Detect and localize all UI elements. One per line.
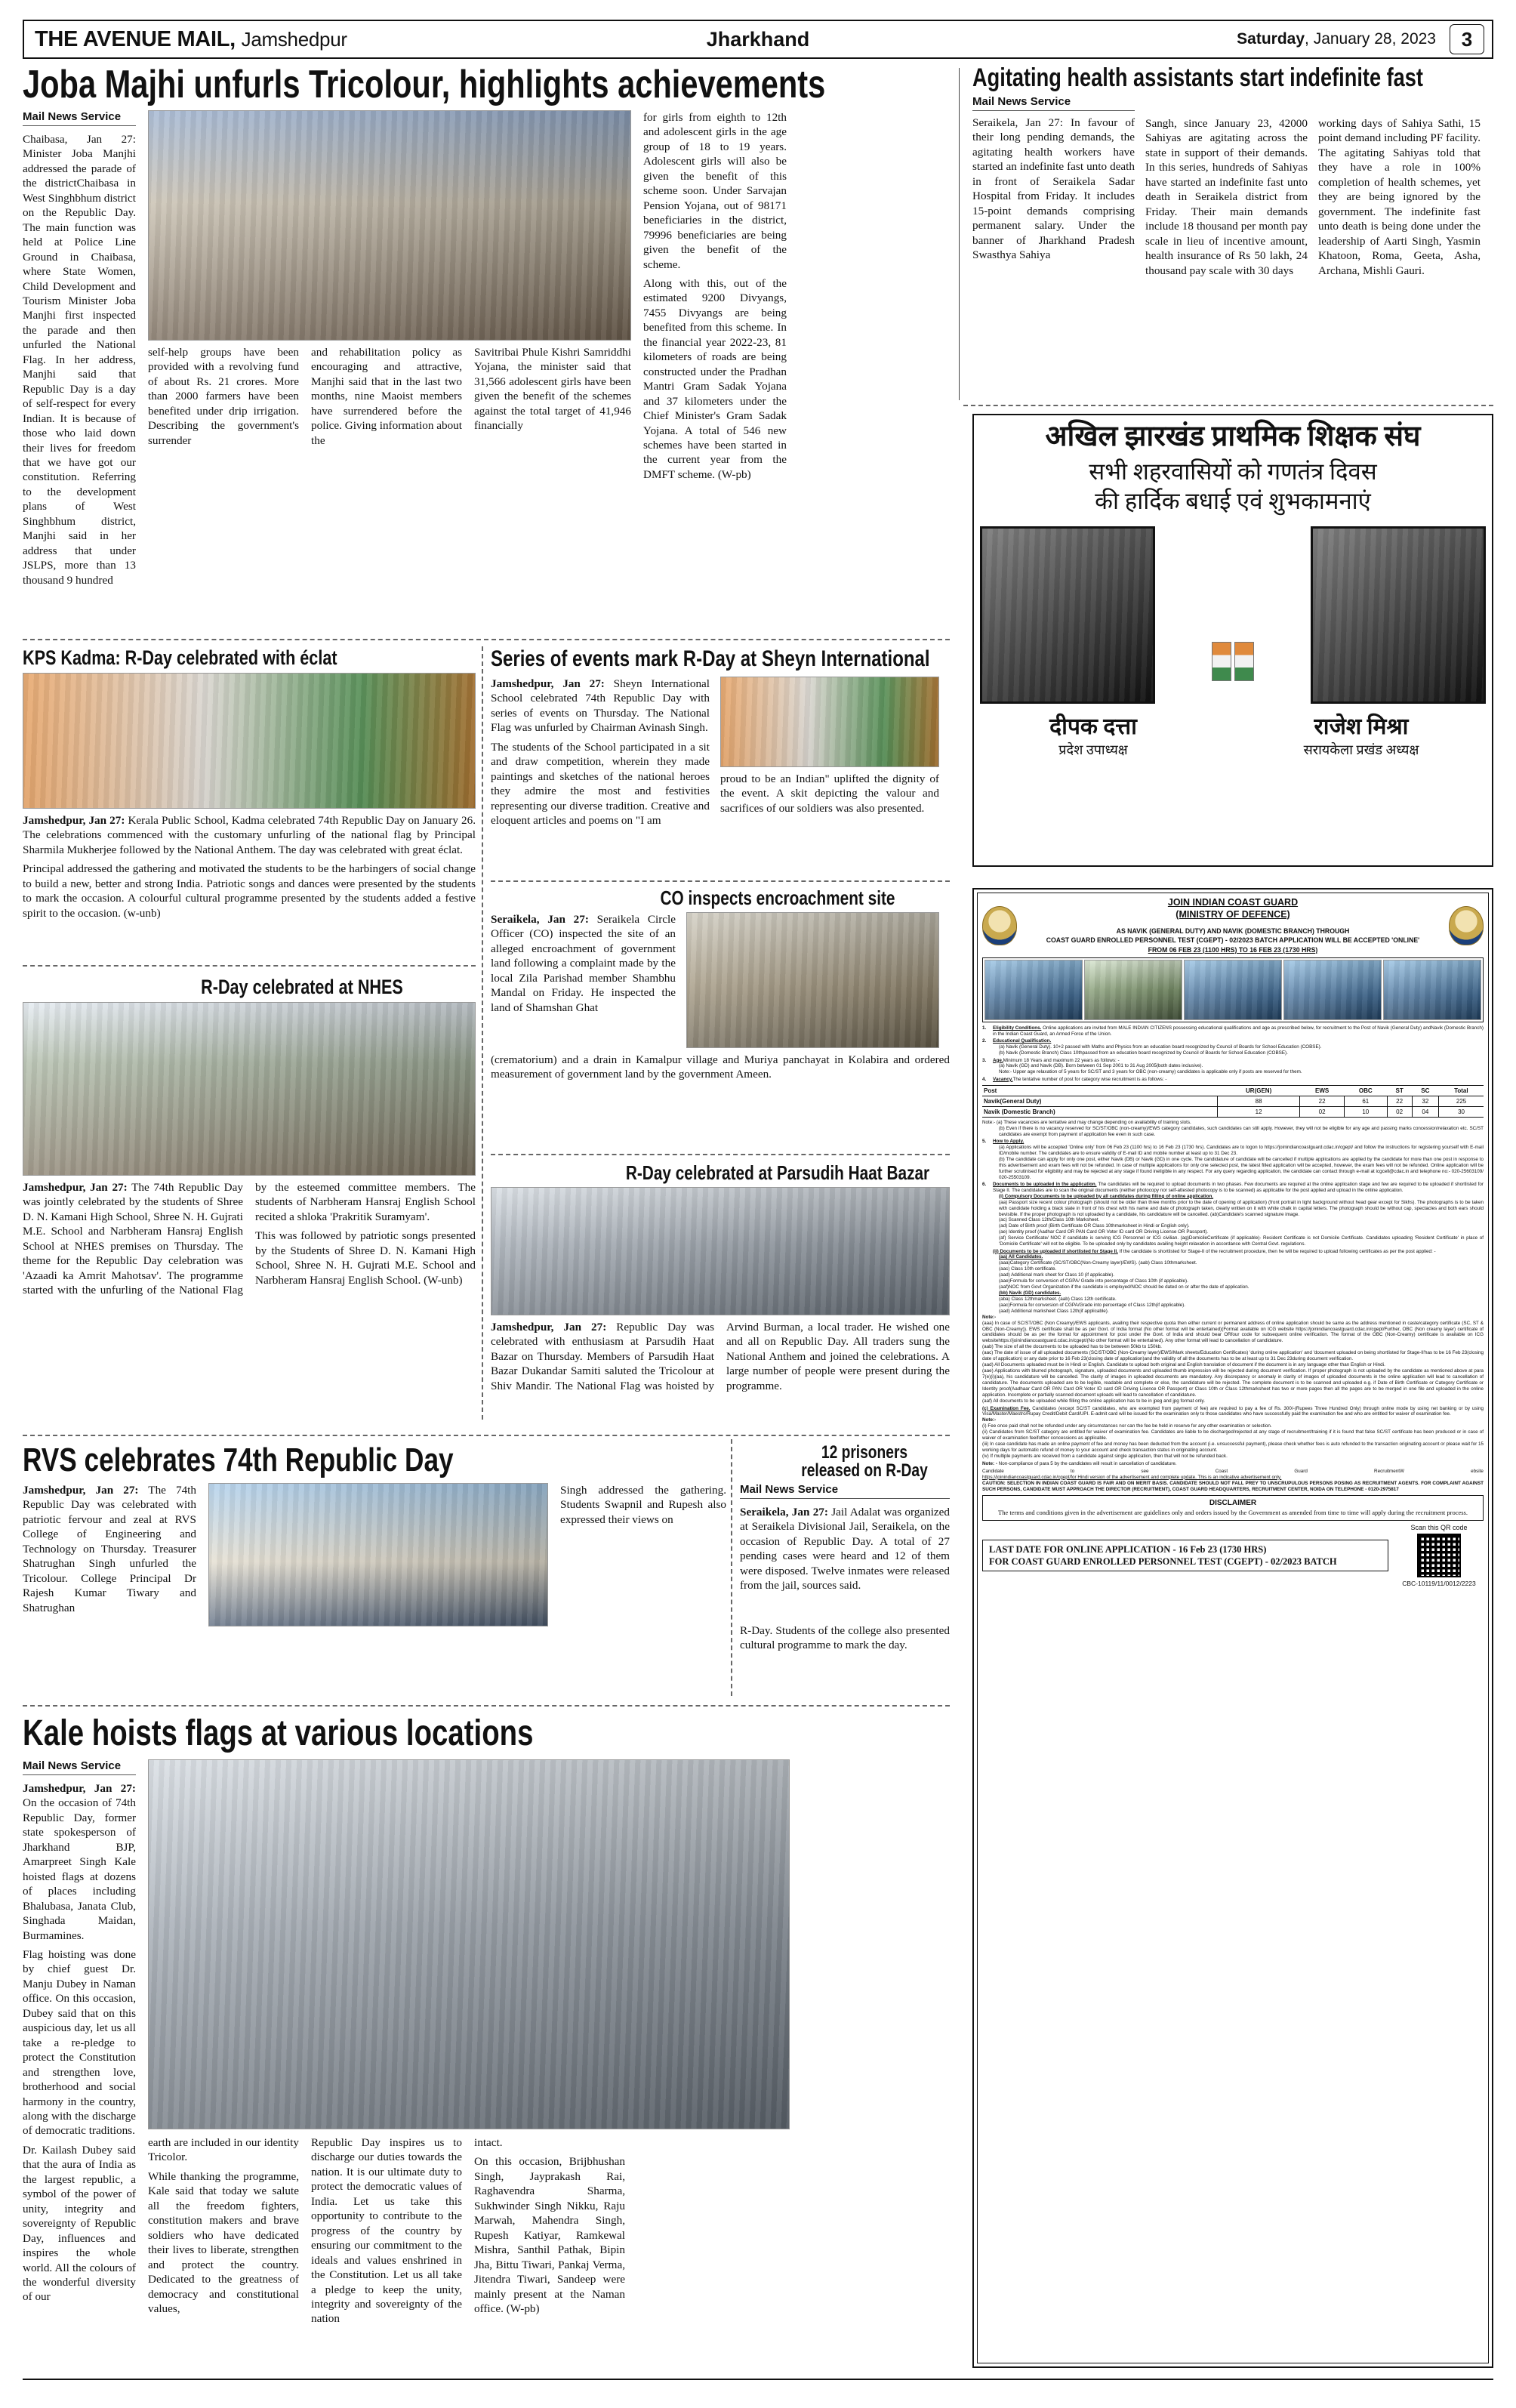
prisoners-byline-rule xyxy=(740,1498,950,1499)
parsudih-headline: R-Day celebrated at Parsudih Haat Bazar xyxy=(625,1161,930,1184)
co-body2: (crematorium) and a drain in Kamalpur village and Muriya panchayat in Kolabira and ordered measurement of government land by the government Ameen. xyxy=(491,1053,950,1081)
cg-s6-bb1: (aba) Class 12thmarksheet. (aab) Class 12th certificate. xyxy=(999,1296,1117,1302)
co-headline: CO inspects encroachment site xyxy=(660,886,895,909)
cg-item-3 xyxy=(982,1058,1484,1064)
article-sheyn-international xyxy=(491,648,950,874)
hindi-ad-person1-role: प्रदेश उपाध्यक्ष xyxy=(1058,742,1128,758)
hindi-ad-line3: की हार्दिक बधाई एवं शुभकामनाएं xyxy=(1095,487,1371,514)
table-row xyxy=(982,1106,1484,1117)
co-photo xyxy=(686,912,939,1048)
hindi-ad-frame xyxy=(972,414,1493,867)
cg-s6-bb: (bb) Navik (GD) candidates. xyxy=(999,1290,1062,1296)
cg-r0-c3: 61 xyxy=(1344,1096,1387,1106)
cg-last-line1: LAST DATE FOR ONLINE APPLICATION - 16 Feb 23 (1730 HRS) xyxy=(989,1543,1267,1555)
dashed-divider-6 xyxy=(23,1435,950,1436)
cg-s6-ae: (ae) Identity proof (Aadhar Card OR PAN Card OR Voter ID card OR Driving License OR Passport). xyxy=(999,1229,1209,1235)
page-bottom-rule xyxy=(23,2379,1493,2380)
kale-col2: earth are included in our identity Tricolor. xyxy=(148,2136,299,2164)
rvs-col1 xyxy=(23,1483,196,1626)
masthead-title xyxy=(35,27,347,52)
masthead-right xyxy=(1237,24,1484,54)
cg-s6-ac: (ac) Scanned Class 12th/Class 10th Marksheet. xyxy=(999,1217,1100,1223)
cg-th-4: ST xyxy=(1387,1085,1412,1096)
joba-col1b: self-help groups have been provided with a revolving fund of about Rs. 21 crores. More than 2000 farmers have been benefited under drip irrigation. Describing the government's surrender xyxy=(148,346,299,447)
coast-guard-emblem-icon-left xyxy=(982,906,1017,945)
cg-th-2: EWS xyxy=(1300,1085,1344,1096)
dashed-vertical-1 xyxy=(482,646,483,1420)
kps-photo xyxy=(23,673,476,809)
cg-item-6ii-text xyxy=(993,1249,1436,1255)
agit-byline-rule xyxy=(972,110,1135,111)
cg-th-6: Total xyxy=(1439,1085,1484,1096)
cg-r0-c4: 22 xyxy=(1387,1096,1412,1106)
joba-headline: Joba Majhi unfurls Tricolour, highlights achievements xyxy=(23,63,826,106)
cg-note-aae: (aae) Applications with blurred photograph, signature, uploaded documents and uploaded thumb impression will be rejected during document verification. If proper photograph is not uploaded by the candidate as mentioned above at para 7(e)(i)(aa), his candidature will be cancelled. The clarity of images in uploaded documents are mandatory. Any discrepancy or anomaly in clarity of images of uploaded documents in the online application will lead to cancellation of candidature. The documents uploaded are to be legible, readable and complete or else, the candidature will be rejected. The complete document is to be scanned and uploaded e.g. if Date of Birth Certificate or Category Certificate or Identity proof(Aadhaar Card OR PAN Card OR Voter ID card OR Driving Licence OR Passport) or Class 10th or Class 12thmarksheet has two or more pages then all the pages are to be merged in one file and uploaded in the online application. Incomplete or partially scanned document uploads will lead to cancellation of candidature. xyxy=(982,1368,1484,1398)
cg-item-1-num: 1. xyxy=(982,1025,987,1031)
cg-footer-caution: CAUTION: SELECTION IN INDIAN COAST GUARD IS FAIR AND ON MERIT BASIS. CANDIDATE SHOULD NOT FALL PREY TO UNSCRUPULOUS PERSONS POSING AS RECRUITMENT AGENTS. FOR COMPLAINT AGAINST SUCH PERSONS, CANDIDATE MUST APPROACH THE DIRECTOR (RECRUITMENT), COAST GUARD HEADQUARTERS, RECRUITMENT CENTER, NOIDA ON TELEPHONE - 0120-2975817 xyxy=(982,1480,1484,1492)
cg-item-6-text xyxy=(993,1182,1484,1194)
cg-title-line2: (MINISTRY OF DEFENCE) xyxy=(1176,908,1290,920)
cg-col-2: see xyxy=(1141,1468,1149,1474)
kps-caption-lead: Jamshedpur, Jan 27: xyxy=(23,814,125,827)
hindi-ad-line2: सभी शहरवासियों को गणतंत्र दिवस xyxy=(1089,458,1377,485)
qr-code-icon[interactable] xyxy=(1417,1534,1461,1577)
joba-byline: Mail News Service xyxy=(23,110,122,123)
cg-col-5: RecruitmentW xyxy=(1374,1468,1404,1474)
cg-th-0: Post xyxy=(982,1085,1217,1096)
parsudih-body-text: Republic Day was celebrated with enthusiasm at Parsudih Haat Bazar on Thursday. Members of Parsudih Haat Bazar Dukandar Samiti saluted the Tricolour at Shiv Mandir. The National Flag was hoisted by Arvind Burman, a local trader. He wished one and all on Republic Day. All traders sung the National Anthem and joined the celebrations. A large number of people were present during the programme. xyxy=(491,1321,950,1392)
cg-item-6ii-num xyxy=(982,1249,990,1255)
dashed-divider-1 xyxy=(963,405,1493,406)
issue-date-text: , January 28, 2023 xyxy=(1305,30,1436,48)
page-number: 3 xyxy=(1450,24,1484,54)
cg-s6-bb2: (aac)Formula for conversion of CGPA/Grade into percentage of Class 12th(if applicable). xyxy=(999,1302,1185,1308)
masthead xyxy=(23,20,1493,59)
cg-disclaimer-title: DISCLAIMER xyxy=(1209,1499,1257,1508)
parsudih-body xyxy=(491,1320,950,1393)
cg-s4-body: The tentative number of post for category wise recruitment is as follows: - xyxy=(1012,1076,1167,1082)
prisoners-body-text: Jail Adalat was organized at Seraikela Divisional Jail, Seraikela, on the occasion of Republic Day. A total of 27 pending cases were heard and 12 of them were disposed. Twelve inmates were released from the jail, sources said. xyxy=(740,1506,950,1592)
cg-item-6-num: 6. xyxy=(982,1181,987,1187)
cg-cbc-code: CBC-10119/11/0012/2223 xyxy=(1402,1580,1476,1588)
cg-title-line1: JOIN INDIAN COAST GUARD xyxy=(1167,897,1299,908)
joba-col4b: Along with this, out of the estimated 9200 Divyangs, 7455 Divyangs are being benefited from this scheme. In the financial year 2022-23, 81 kilometers of roads are being constructed under the Pradhan Mantri Gram Sadak Yojana and 37 kilometers under the Chief Minister's Gram Sadak Yojana. A total of 546 new schemes have been started in the current year from the DMFT scheme. (W-pb) xyxy=(643,276,787,481)
sheyn-col1 xyxy=(491,677,710,735)
cg-s6-i: (i) Compulsory Documents to be uploaded by all candidates during filling of online application. xyxy=(999,1193,1214,1199)
cg-th-1: UR(GEN) xyxy=(1217,1085,1300,1096)
article-kps-kadma xyxy=(23,648,476,965)
kale-col2b: While thanking the programme, Kale said that today we salute all the freedom fighters, constitution makers and brave soldiers who have dedicated their lives to liberate, strengthen and protect the country. Dedicated to the greatness of democracy and constitutional values, xyxy=(148,2169,299,2315)
cg-r1-c2: 02 xyxy=(1300,1106,1344,1117)
prisoners-headline-line1: 12 prisoners xyxy=(821,1442,908,1463)
rvs-col2: Singh addressed the gathering. Students Swapnil and Rupesh also expressed their views on xyxy=(560,1484,726,1526)
kale-byline: Mail News Service xyxy=(23,1759,122,1772)
sheyn-col2: proud to be an Indian" uplifted the dignity of the event. A skit depicting the valour and sacrifices of our soldiers was also presented. xyxy=(720,772,939,815)
cg-note-aaf: (aaf) All documents to be uploaded while filling the online application has to be in jpeg and jpg format only. xyxy=(982,1398,1205,1404)
cg-col-1: to xyxy=(1070,1468,1075,1474)
hindi-ad-photo-2 xyxy=(1311,526,1486,704)
joba-col1: Chaibasa, Jan 27: Minister Joba Manjhi addressed the parade of the districtChaibasa in West Singhbhum district on the Republic Day. The main function was held at Police Line Ground in Chaibasa, where State Women, Child Development and Tourism Minister Joba Manjhi first inspected the parade and then unfurled the National Flag. In her address, Manjhi said that Republic Day is a day of self-respect for every Indian. It is because of those who laid down their lives for freedom that we have got our constitution. Referring to the development plans of West Singhbhum district, Manjhi said in her address that under JSLPS, more than 13 thousand 9 hundred xyxy=(23,133,136,587)
cg-s3-a: (a) Navik (GD) and Navik (DB). Born between 01 Sep 2001 to 31 Aug 2005(both dates inclusive). xyxy=(999,1063,1203,1069)
tricolour-flag-icon-2 xyxy=(1234,642,1254,681)
cg-s2-a: (a) Navik (General Duty). 10+2 passed with Maths and Physics from an education board recognized by Council of Boards for School Education (COBSE). xyxy=(999,1044,1322,1050)
cg-s3-note: Note:- Upper age relaxation of 5 years for SC/ST and 3 years for OBC (non-creamy) candidates is applicable only if posts are reserved for them. xyxy=(999,1069,1302,1075)
sheyn-col1-text: Sheyn International School celebrated 74th Republic Day with series of events on Thursday. The National Flag was unfurled by Chairman Avinash Singh. xyxy=(491,677,710,735)
cg-sub-line1: AS NAVIK (GENERAL DUTY) AND NAVIK (DOMESTIC BRANCH) THROUGH xyxy=(1116,927,1350,936)
cg-table-header-row xyxy=(982,1085,1484,1096)
cg-body-text xyxy=(982,1025,1484,1083)
cg-col-0: Candidate xyxy=(982,1468,1004,1474)
article-co-inspects xyxy=(491,888,950,1152)
agit-col3: working days of Sahiya Sathi, 15 point demand including PF facility. The agitating Sahiyas told that they have a role in 100% completion of health schemes, yet they are being ignored by the government. The indefinite fast unto death is being done under the leadership of Aarti Singh, Yasmin Khatoon, Roma, Geeta, Asha, Archana, Mishli Gauri. xyxy=(1318,117,1481,277)
cg-item-1-text xyxy=(993,1025,1484,1038)
cg-s6-aa4: (aae)Formula for conversion of CGPA/ Grade into percentage of Class 10th (if applicable). xyxy=(999,1278,1188,1284)
cg-s6-ia: (aa) Passport size recent colour photograph (should not be older than three months prior to the date of opening of application) (front portrait in light background without head gear except for Sikhs). The photographs is to be taken with candidate holding a black slate in front of his chest with his name and date of photograph taken, clearly written on it with white chalk in capital letters. The photograph should be without cap, spectacles and both ears should bevisible. If the proper photograph is not uploaded by a candidate, his candidature will be cancelled. (ab)Candidate's scanned signature image. xyxy=(999,1199,1484,1217)
cg-s2-head: Educational Qualification. xyxy=(993,1038,1052,1044)
cg-fee-iv: (iv) If multiple payments are received from a candidate against single application, then that will not be refunded back. xyxy=(982,1453,1228,1459)
cg-note2-head: Note: - xyxy=(982,1460,997,1466)
parsudih-photo xyxy=(491,1187,950,1315)
cg-s6-ii-body: If the candidate is shortlisted for Stage-II of the recruitment procedure, then he will be required to upload following certificates as per the post applied: - xyxy=(1117,1248,1436,1254)
cg-th-3: OBC xyxy=(1344,1085,1387,1096)
agit-col1: Seraikela, Jan 27: In favour of their long pending demands, the agitating health workers have started an indefinite fast unto death in front of Seraikela Sadar Hospital from Friday. It includes 15-point demands comprising permanent salary. Under the banner of Jharkhand Pradesh Swasthya Sahiya xyxy=(972,116,1135,262)
kale-photo xyxy=(148,1759,790,2129)
article-12-prisoners xyxy=(740,1444,950,1693)
hindi-ad-person2-role: सरायकेला प्रखंड अध्यक्ष xyxy=(1303,742,1419,758)
joba-photo xyxy=(148,110,631,341)
cg-table-note-b: (b) Even if there is no vacancy reserved for SC/ST/OBC (non-creamy)/EWS category candidates, such candidates can still apply. However, they will not be eligible for any age and passing marks concession/relaxation etc. SC/ST candidates are exempt from payment of application fee even in such case. xyxy=(999,1125,1484,1137)
cg-s5-a: (a) Applications will be accepted 'Online only' from 06 Feb 23 (1100 hrs) to 16 Feb 23 (1730 hrs). Candidates are to logon to https://joinindiancoastguard.cdac.in/cgept/ and follow the instructions for registering yourself with E-mail ID/mobile number. The candidates are to ensure validity of E-mail ID and mobile number at least up to 31 Dec 23. xyxy=(999,1144,1484,1156)
section-name: Jharkhand xyxy=(706,27,810,51)
kps-caption-text: Kerala Public School, Kadma celebrated 74th Republic Day on January 26. The celebrations commenced with the customary unfurling of the national flag by Principal Sharmila Mukherjee followed by the National Anthem. The day was celebrated with great éclat. xyxy=(23,814,476,856)
joba-col3b: Savitribai Phule Kishri Samriddhi Yojana, the minister said that 31,566 adolescent girls have been given the benefit of the schemes against the total target of 41,946 financially xyxy=(474,346,631,433)
parsudih-lead: Jamshedpur, Jan 27: xyxy=(491,1321,607,1333)
issue-date xyxy=(1237,30,1436,48)
cg-footer-link[interactable]: https://joinindiancoastguard.cdac.in/cgept/for Hindi version of the advertisement and complete update. This is an indicative advertisement only. xyxy=(982,1474,1282,1480)
dashed-vertical-2 xyxy=(731,1439,732,1696)
cg-s6-body: The candidates will be required to upload documents in two phases. Few documents are required at the online application stage and few are required to be uploaded if shortlisted for Stage II. The candidates are to scan the original documents (neither photocopy nor self-attested photocopy is to be scanned) as applicable for the post applied and upload in the online application. xyxy=(993,1181,1484,1193)
cg-s2-b: (b) Navik (Domestic Branch) Class 10thpassed from an education board recognized by Council of Boards for School Education (COBSE). xyxy=(999,1050,1288,1056)
kale-col1-lead: Jamshedpur, Jan 27: xyxy=(23,1782,136,1795)
kale-col4b: On this occasion, Brijbhushan Singh, Jayprakash Rai, Raghavendra Sharma, Sukhwinder Singh Nikku, Raju Marwah, Mahendra Singh, Rupesh Katiyar, Ramkewal Mishra, Santhil Pathak, Bipin Jha, Bittu Tiwari, Pankaj Verma, Jitendra Tiwari, Sandeep were mainly present at the Naman office. (W-pb) xyxy=(474,2155,625,2315)
cg-table-note-a: Note:- (a) These vacancies are tentative and may change depending on availability of training slots. xyxy=(982,1119,1191,1125)
cg-sub-line2: COAST GUARD ENROLLED PERSONNEL TEST (CGEPT) - 02/2023 BATCH APPLICATION WILL BE ACCEPTED 'ONLINE' xyxy=(1046,936,1420,945)
cg-last-date xyxy=(982,1540,1388,1572)
article-rvs xyxy=(23,1441,726,1693)
table-row xyxy=(982,1096,1484,1106)
cg-th-5: SC xyxy=(1412,1085,1439,1096)
kale-col3: Republic Day inspires us to discharge our duties towards the nation. It is our ultimate duty to protect the democratic values of India. Let us take this opportunity to contribute to the progress of the country by ensuring our commitment to the ideals and values enshrined in the Constitution. Let us all take a pledge to keep the unity, integrity and sovereignty of the nation xyxy=(311,2136,462,2326)
article-joba-majhi xyxy=(23,65,950,624)
joba-col2b: and rehabilitation policy as encouraging and attractive, Manjhi said that in the last two months, nine Maoist members have surrendered before the police. Giving information about the xyxy=(311,346,462,447)
cg-last-line2: FOR COAST GUARD ENROLLED PERSONNEL TEST (CGEPT) - 02/2023 BATCH xyxy=(989,1556,1337,1568)
kale-col1c: Dr. Kailash Dubey said that the aura of India as the largest republic, a symbol of the power of unity, integrity and sovereignty of Republic Day, influences and inspires the whole world. All the colours of the wonderful diversity of our xyxy=(23,2143,136,2304)
cg-note2-body: Non-compliance of para 5 by the candidates will result in cancellation of candidature. xyxy=(997,1460,1177,1466)
nhes-body2: This was followed by patriotic songs presented by the Students of Shree D. N. Kamani High School, Shree N. H. Gujrati M.E. School and Narbheram Hansraj English School. (W-unb) xyxy=(255,1229,476,1287)
cg-s5-head: How to Apply. xyxy=(993,1138,1025,1144)
cg-fee-iii: (iii) In case candidate has made an online payment of fee and money has been deducted from the account (i.e. unsuccessful payment), please check whether fees is auto refunded to the transaction originating account or please wait for 15 working days for automatic refund of money to your account and check transaction status in originating account. xyxy=(982,1441,1484,1453)
nhes-headline: R-Day celebrated at NHES xyxy=(201,976,403,998)
cg-item-4-text xyxy=(993,1077,1167,1083)
cg-disclaimer xyxy=(982,1495,1484,1521)
cg-r1-c4: 02 xyxy=(1387,1106,1412,1117)
cg-s6-all: (aa) All Candidates. xyxy=(999,1254,1043,1260)
cg-s6-aa1: (aaa)Category Certificate (SC/ST/OBC(Non-Creamy layer)/EWS). (aab) Class 10thmarksheet. xyxy=(999,1260,1197,1266)
cg-note-aac: (aac) The date of issue of all uploaded documents (SC/ST/OBC (Non-Creamy layer)/EWS/Mark sheets/Education Certificates) 'during online application' and 'document uploaded on being shortlisted for Stage-II'has to be 16 Feb 23(closing date of application) or any date prior to 16 Feb 23(closing date of application)and the validity of all the documents has to be at least up to 31 Dec 23during document verification. xyxy=(982,1350,1484,1362)
cg-s6-ii: (ii) Documents to be uploaded if shortlisted for Stage II. xyxy=(993,1248,1118,1254)
cg-item-2-num: 2. xyxy=(982,1038,987,1044)
cg-col-4: Guard xyxy=(1294,1468,1308,1474)
cg-r1-c5: 04 xyxy=(1412,1106,1439,1117)
cg-note-aad: (aad) All Documents uploaded must be in Hindi or English. Candidate to upload both original and English translation of document if the document is in any language other than English or Hindi. xyxy=(982,1362,1385,1368)
prisoners-lead: Seraikela, Jan 27: xyxy=(740,1506,828,1518)
cg-photo-boat xyxy=(1383,960,1481,1020)
hindi-ad-photo-1 xyxy=(980,526,1155,704)
cg-s3-head: Age. xyxy=(993,1057,1003,1063)
cg-photo-ship xyxy=(984,960,1083,1020)
kale-col1b: Flag hoisting was done by chief guest Dr. Manju Dubey in Naman office. On this occasion, Dubey said that on this auspicious day, let us all take a re-pledge to protect the Constitution and strengthen love, brotherhood and social harmony in the country, along with the discharge of democratic traditions. xyxy=(23,1947,136,2138)
cg-s6-aa2: (aac) Class 10th certificate. xyxy=(999,1266,1057,1272)
dashed-divider-4 xyxy=(23,965,476,967)
rvs-col1-lead: Jamshedpur, Jan 27: xyxy=(23,1484,139,1497)
paper-name: THE AVENUE MAIL, xyxy=(35,26,236,51)
cg-s6-ad: (ad) Date of Birth proof (Birth Certificate OR Class 10thmarksheet in Hindi or English only). xyxy=(999,1223,1190,1229)
agit-headline: Agitating health assistants start indefinite fast xyxy=(972,63,1423,92)
article-parsudih xyxy=(491,1163,950,1420)
tricolour-flag-icon-1 xyxy=(1212,642,1231,681)
cg-s4-head: Vacancy. xyxy=(993,1076,1013,1082)
cg-r0-c6: 225 xyxy=(1439,1096,1484,1106)
cg-col-3: Coast xyxy=(1215,1468,1228,1474)
sheyn-col1-lead: Jamshedpur, Jan 27: xyxy=(491,677,605,690)
cg-s3-body: Minimum 18 Years and maximum 22 years as follows: - xyxy=(1003,1057,1120,1063)
cg-item-3-num: 3. xyxy=(982,1057,987,1063)
rvs-headline: RVS celebrates 74th Republic Day xyxy=(23,1441,454,1478)
kps-caption xyxy=(23,813,476,857)
byline-rule xyxy=(23,125,136,126)
cg-photo-shore xyxy=(1084,960,1182,1020)
hindi-ad-person1-name: दीपक दत्ता xyxy=(1049,714,1137,740)
cg-s6-aa5: (aaf)NOC from Govt Organization if the candidate is employed/NOC should be dated on or after the date of application. xyxy=(999,1284,1249,1290)
cg-vacancy-table xyxy=(982,1085,1484,1118)
cg-s5-b: (b) The candidate can apply for only one post, either Navik (DB) or Navik (GD) in one cycle. The candidature of candidate will be cancelled if multiple applications are applied by the candidate for more than one post in response to this advertisement and exam fees will not be refunded. In case of multiple applications for only one selected post, the latest filled application will be accepted, however, the exam fees will not be refunded. Online application will be further scrutinised for eligibility and may be rejected at any stage if found ineligible in any respect. For any query regarding application, the candidate can contact through e-mail at icgcell@cdac.in and telephone no:- 020-25603109/ 020-25503109. xyxy=(999,1156,1484,1180)
cg-qr-label: Scan this QR code xyxy=(1410,1524,1468,1532)
nhes-photo xyxy=(23,1002,476,1176)
advertisement-hindi xyxy=(972,414,1493,867)
kale-col4: intact. xyxy=(474,2136,503,2149)
cg-fee-body: Candidates (except SC/ST candidates, who are exempted from payment of fee) are required to pay a fee of Rs. 300/-(Rupees Three Hundred Only) through online mode by using net banking or by using Visa/Master/Maestro/Rupay Credit/Debit Card/UPI. E-admit card will be issued for the examination only to those candidates who have successfully paid the examination fee and who are entitled for waiver of examination fee. xyxy=(982,1405,1484,1417)
cg-s6-aa3: (aad) Additional mark sheet for Class 10 (if applicable). xyxy=(999,1272,1114,1278)
dashed-divider-3 xyxy=(491,880,950,882)
cg-item-1 xyxy=(982,1025,1484,1038)
advertisement-coast-guard xyxy=(972,888,1493,2368)
nhes-lead: Jamshedpur, Jan 27: xyxy=(23,1181,128,1194)
joba-col4: for girls from eighth to 12th and adolescent girls in the age group of 18 to 19 years. Adolescent girls will also be given the benefit of this scheme soon. Under Sarvajan Pension Yojana, out of 98171 beneficiaries in the district, 79996 beneficiaries are being given the benefit of the scheme. xyxy=(643,111,787,271)
kale-col1-text: On the occasion of 74th Republic Day, former state spokesperson of Jharkhand BJP, Amarpreet Singh Kale hoisted flags at dozens of places including Bhalubasa, Janata Club, Singhada Maidan, Burmamines. xyxy=(23,1796,136,1942)
cg-fee-head: (c) Examination Fee. xyxy=(982,1405,1031,1411)
paper-city: Jamshedpur xyxy=(241,27,347,51)
cg-photo-aircraft xyxy=(1184,960,1282,1020)
cg-item-6 xyxy=(982,1182,1484,1194)
agit-col2: Sangh, since January 23, 42000 Sahiyas are agitating across the state in support of their demands. In this series, hundreds of Sahiyas have started an indefinite fast unto death in Seraikela district from Friday. Their main demands include 18 thousand per month pay scale in lieu of incentive amount, health insurance of Rs 50 lakh, 24 thousand pay scale with 30 days xyxy=(1145,117,1308,277)
prisoners-headline-line2: released on R-Day xyxy=(801,1460,928,1481)
co-body-text: Seraikela Circle Officer (CO) inspected the site of an alleged encroachment of government land following a complaint made by the local Zila Parishad member Shambhu Mandal on Friday. He inspected the land of Shamshan Ghat xyxy=(491,913,676,1014)
cg-s6-af: (af) Service Certificate/ NOC if candidate is serving ICG Personnel or ICG civilian. (ag)DomicileCertificate (if applicable)- Resident Certificate is not Domicile Certificate. Candidates uploading 'Resident Certificate' in place of 'Domicile Certificate' will not be eligible. To be uploaded only by candidates availing height relaxation in accordance with Central Govt. regulations. xyxy=(999,1235,1484,1247)
kps-body: Principal addressed the gathering and motivated the students to be the harbingers of social change to build a new, better and strong India. Patriotic songs and dances were presented by the students to mark the occasion. A colourful cultural programme presented by the students added a festive spirit to the occasion. (w-unb) xyxy=(23,862,476,920)
cg-fee-ii: (ii) Candidates from SC/ST category are entitled for waiver of examination fee. Candidates are liable to be discharged/rejected at any stage of recruitment/training if it is found that false SC/ST certificate has been produced or in case of waiver of examination feeifother concessions as applicable. xyxy=(982,1429,1484,1441)
dashed-divider-5 xyxy=(491,1154,950,1155)
rvs-col1-text: The 74th Republic Day was celebrated with patriotic fervour and zeal at RVS College of Engineering and Technology on Thursday. Treasurer Shatrughan Singh unfurled the Tricolour. College Principal Dr Rajesh Kumar Tiwary and Shatrughan xyxy=(23,1484,196,1614)
prisoners-continuation: R-Day. Students of the college also presented cultural programme to mark the day. xyxy=(740,1624,950,1652)
sheyn-col1b: The students of the School participated in a sit and draw competition, wherein they made paintings and sketches of the national heroes they admire the most and festivities representing our diverse tradition. Creative and eloquent articles and poems on "I am xyxy=(491,740,710,828)
cg-note-aab: (aab) The size of all the documents to be uploaded has to be between 50kb to 150kb. xyxy=(982,1344,1162,1350)
prisoners-body xyxy=(740,1505,950,1593)
cg-fee-i: (i) Fee once paid shall not be refunded under any circumstances nor can the fee be held in reserve for any other examination or selection. xyxy=(982,1423,1272,1429)
article-kale xyxy=(23,1713,950,2388)
hindi-ad-line1: अखिल झारखंड प्राथमिक शिक्षक संघ xyxy=(1045,421,1421,452)
hindi-ad-person2-name: राजेश मिश्रा xyxy=(1314,714,1409,740)
cg-disclaimer-body: The terms and conditions given in the advertisement are guidelines only and orders issued by the Government as amended from time to time will apply during the recruitment process. xyxy=(998,1509,1468,1517)
cg-note-aaa: (aaa) In case of SC/ST/OBC (Non Creamy)/EWS applicants, availing their respective quota then either current or permanent address of online application should be same as the address mentioned in caste/category certificate (SC, ST & OBC (Non-Creamy)). EWS certificate shall be as per Govt. of India format (No other format will be entertained)(Format available on ICG website https://joinindiancoastguard.cdac.in/cgept/Further, OBC (Non creamy layer) certificate of candidates should be as per the format for appointment for post under the Govt. of India and should bear ORfour code for subsequent online verification. The format of the OBC (Non-Creamy) certificate is available on ICG websitehttps://joinindiancoastguard.cdac.in/cgept/(No other format will be entertained). Any other format will lead to cancellation of candidature. xyxy=(982,1320,1484,1344)
article-nhes xyxy=(23,977,476,1415)
vertical-divider-1 xyxy=(959,68,960,400)
kps-headline: KPS Kadma: R-Day celebrated with éclat xyxy=(23,646,337,669)
cg-r1-c0: Navik (Domestic Branch) xyxy=(982,1106,1217,1117)
rvs-photo xyxy=(208,1483,548,1626)
cg-note-head: Note:- xyxy=(982,1314,997,1320)
cg-item-4 xyxy=(982,1077,1484,1083)
cg-photo-vessel xyxy=(1283,960,1382,1020)
cg-photo-strip xyxy=(982,957,1484,1022)
cg-s6-bb3: (aad) Additional marksheet Class 12th(if applicable). xyxy=(999,1308,1109,1314)
article-agitating-health xyxy=(972,65,1493,397)
cg-r0-c1: 88 xyxy=(1217,1096,1300,1106)
cg-s1-body: Online applications are invited from MALE INDIAN CITIZENS possessing educational qualifications and age as prescribed below, for recruitment to the Post of Navik (General Duty) andNavik (Domestic Branch) in the Indian Coast Guard, an Armed Force of the Union. xyxy=(993,1025,1484,1037)
sheyn-headline: Series of events mark R-Day at Sheyn International xyxy=(491,646,930,671)
cg-item-5-num: 5. xyxy=(982,1138,987,1144)
dashed-divider-7 xyxy=(23,1705,950,1707)
cg-body-text-2 xyxy=(982,1120,1484,1493)
issue-day: Saturday xyxy=(1237,30,1305,48)
kale-headline: Kale hoists flags at various locations xyxy=(23,1713,534,1753)
cg-r0-c5: 32 xyxy=(1412,1096,1439,1106)
cg-s1-head: Eligibility Conditions. xyxy=(993,1025,1042,1031)
cg-item-3-text xyxy=(993,1058,1120,1064)
cg-r0-c2: 22 xyxy=(1300,1096,1344,1106)
cg-item-5 xyxy=(982,1139,1484,1145)
co-lead: Seraikela, Jan 27: xyxy=(491,913,589,926)
cg-item-2 xyxy=(982,1038,1484,1044)
kale-col1 xyxy=(23,1781,136,1943)
cg-r1-c6: 30 xyxy=(1439,1106,1484,1117)
cg-item-6ii xyxy=(982,1249,1484,1255)
cg-item-4-num: 4. xyxy=(982,1076,987,1082)
cg-r0-c0: Navik(General Duty) xyxy=(982,1096,1217,1106)
kale-byline-rule xyxy=(23,1774,136,1775)
cg-r1-c1: 12 xyxy=(1217,1106,1300,1117)
coast-guard-emblem-icon-right xyxy=(1449,906,1484,945)
cg-fee-note-head: Note:- xyxy=(982,1417,997,1423)
cg-sub-line3: FROM 06 FEB 23 (1100 HRS) TO 16 FEB 23 (1730 HRS) xyxy=(1148,945,1318,954)
cg-item-2-text xyxy=(993,1038,1051,1044)
prisoners-byline: Mail News Service xyxy=(740,1483,839,1496)
coast-guard-frame xyxy=(977,893,1489,2363)
dashed-divider-2 xyxy=(23,639,950,640)
sheyn-photo xyxy=(720,677,939,767)
cg-r1-c3: 10 xyxy=(1344,1106,1387,1117)
nhes-body-text: The 74th Republic Day was jointly celebrated by the students of Shree D. N. Kamani High School, Shree N. H. Gujrati M.E. School and Narbheram Hansraj English School at NHES premises on Thursday. The theme for the Republic Day celebration was 'Azaadi ka Amrit Mahotsav'. The programme started with the unfurling of the National Flag by the esteemed committee members. The students of Narbheram Hansraj English School recited a shloka 'Prakritik Suramyam'. xyxy=(23,1181,476,1297)
cg-s6-head: Documents to be uploaded in the application. xyxy=(993,1181,1097,1187)
agit-byline: Mail News Service xyxy=(972,95,1071,108)
cg-col-6: ebsite xyxy=(1471,1468,1484,1474)
